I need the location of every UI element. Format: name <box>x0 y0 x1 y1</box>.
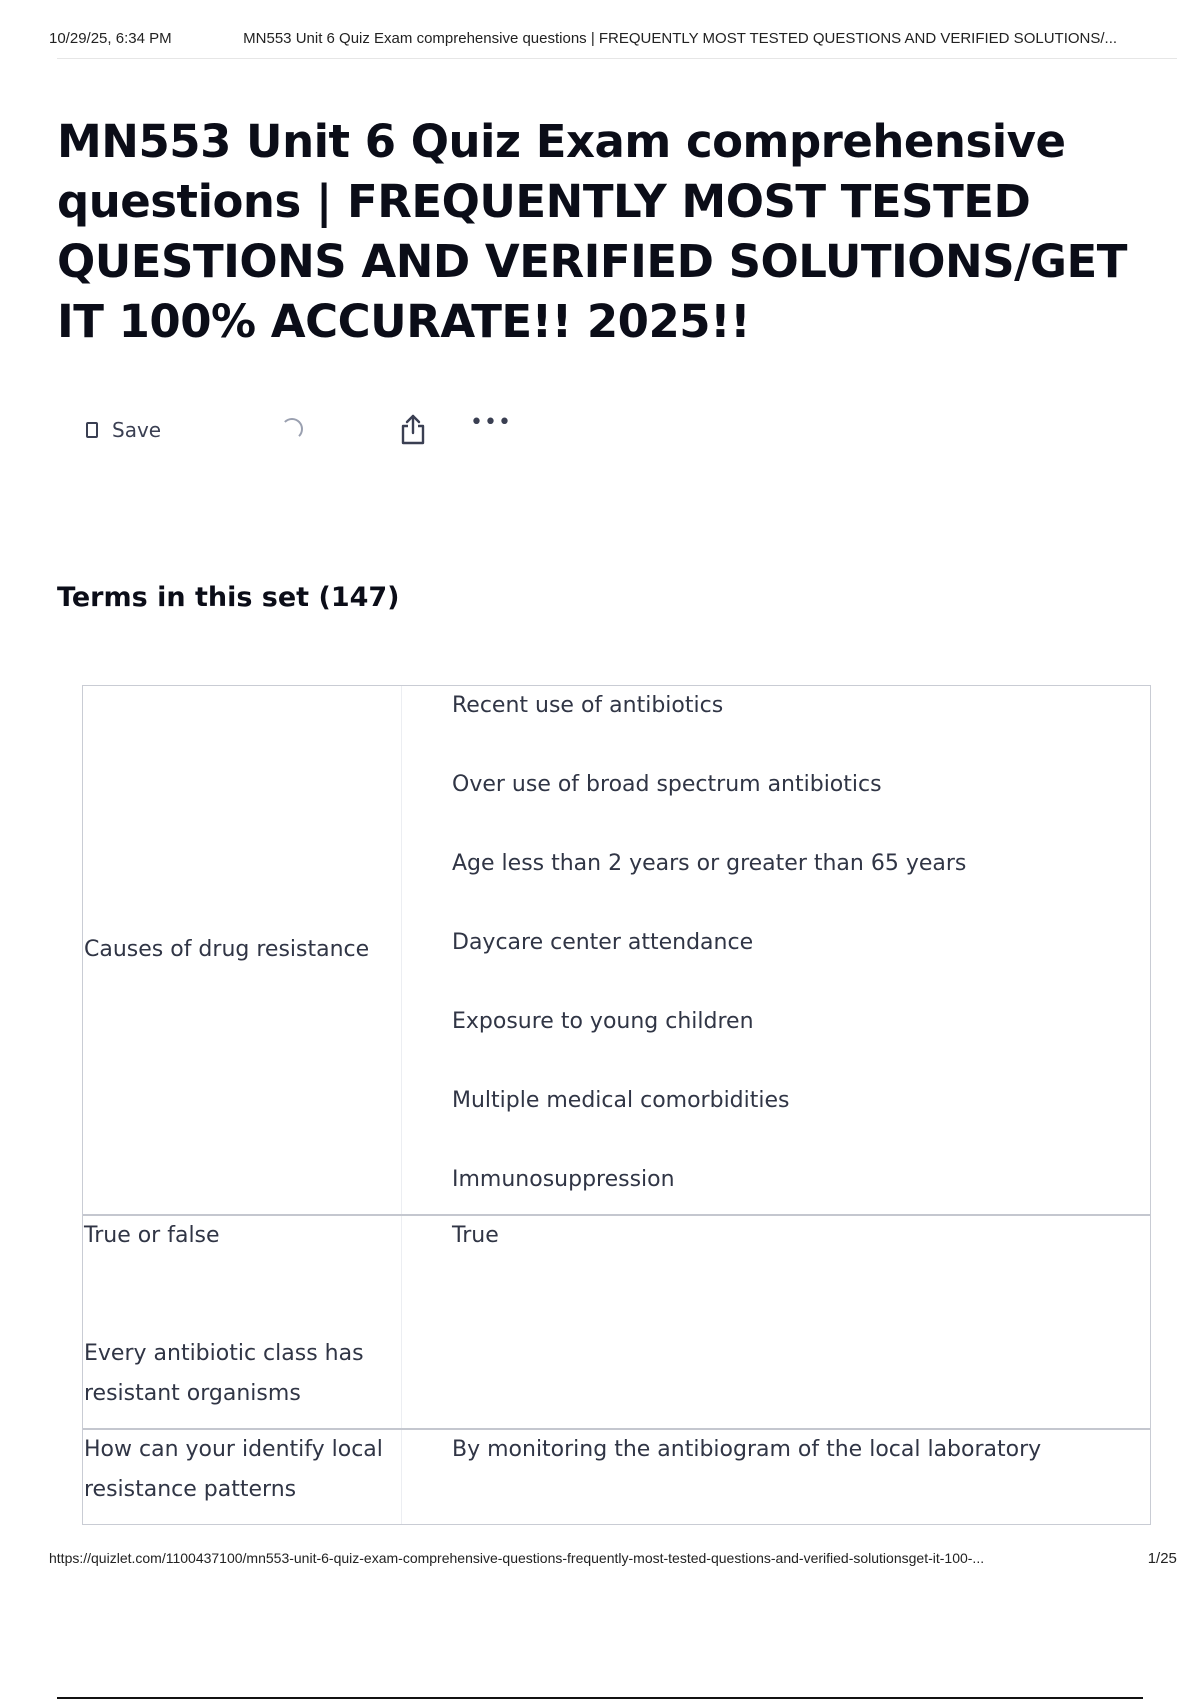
save-button[interactable] <box>86 418 161 442</box>
term-text-detail: Every antibiotic class has resistant organisms <box>84 1341 364 1406</box>
bookmark-icon <box>86 422 98 438</box>
definition-cell <box>402 1216 1150 1428</box>
definition-line: Over use of broad spectrum antibiotics <box>452 772 882 797</box>
share-icon <box>398 412 428 446</box>
definition-text: By monitoring the antibiogram of the local laboratory <box>452 1437 1042 1462</box>
term-text: How can your identify local resistance patterns <box>84 1437 383 1502</box>
share-button[interactable] <box>398 412 428 450</box>
print-header <box>49 30 1178 47</box>
definition-line: Multiple medical comorbidities <box>452 1088 790 1113</box>
action-bar <box>86 410 546 454</box>
print-footer <box>49 1550 1189 1567</box>
definition-cell <box>402 1430 1150 1524</box>
term-text: Causes of drug resistance <box>84 937 370 962</box>
terms-heading: Terms in this set (147) <box>57 582 400 613</box>
term-cell <box>83 1216 402 1428</box>
definition-line: Exposure to young children <box>452 1009 754 1034</box>
term-row <box>83 1214 1150 1428</box>
definition-line: Age less than 2 years or greater than 65 years <box>452 851 967 876</box>
page-title: MN553 Unit 6 Quiz Exam comprehensive questions | FREQUENTLY MOST TESTED QUESTIONS AND VERIFIED SOLUTIONS/GET IT 100% ACCURATE!! 2025!! <box>57 115 1127 348</box>
more-icon: ••• <box>470 410 512 435</box>
terms-table <box>82 685 1151 1525</box>
spinner-icon <box>281 418 303 440</box>
more-options-button[interactable] <box>470 410 512 435</box>
term-row <box>83 686 1150 1214</box>
print-doc-title: MN553 Unit 6 Quiz Exam comprehensive questions | FREQUENTLY MOST TESTED QUESTIONS AND VERIFIED SOLUTIONS/... <box>243 30 1118 47</box>
term-row <box>83 1428 1150 1524</box>
term-cell <box>83 686 402 1214</box>
definition-text: True <box>452 1223 499 1248</box>
print-date: 10/29/25, 6:34 PM <box>49 30 172 47</box>
header-divider <box>57 58 1177 59</box>
definition-cell <box>402 686 1150 1214</box>
bottom-divider <box>57 1697 1143 1699</box>
term-cell <box>83 1430 402 1524</box>
definition-line: Recent use of antibiotics <box>452 693 724 718</box>
definition-line: Immunosuppression <box>452 1167 675 1192</box>
page-number: 1/25 <box>1147 1550 1177 1567</box>
save-label: Save <box>112 418 162 442</box>
print-url: https://quizlet.com/1100437100/mn553-unit-6-quiz-exam-comprehensive-questions-frequently-most-tested-questions-and-verified-solutionsget-it-100-... <box>49 1550 985 1566</box>
term-text: True or false <box>84 1223 220 1248</box>
definition-line: Daycare center attendance <box>452 930 754 955</box>
